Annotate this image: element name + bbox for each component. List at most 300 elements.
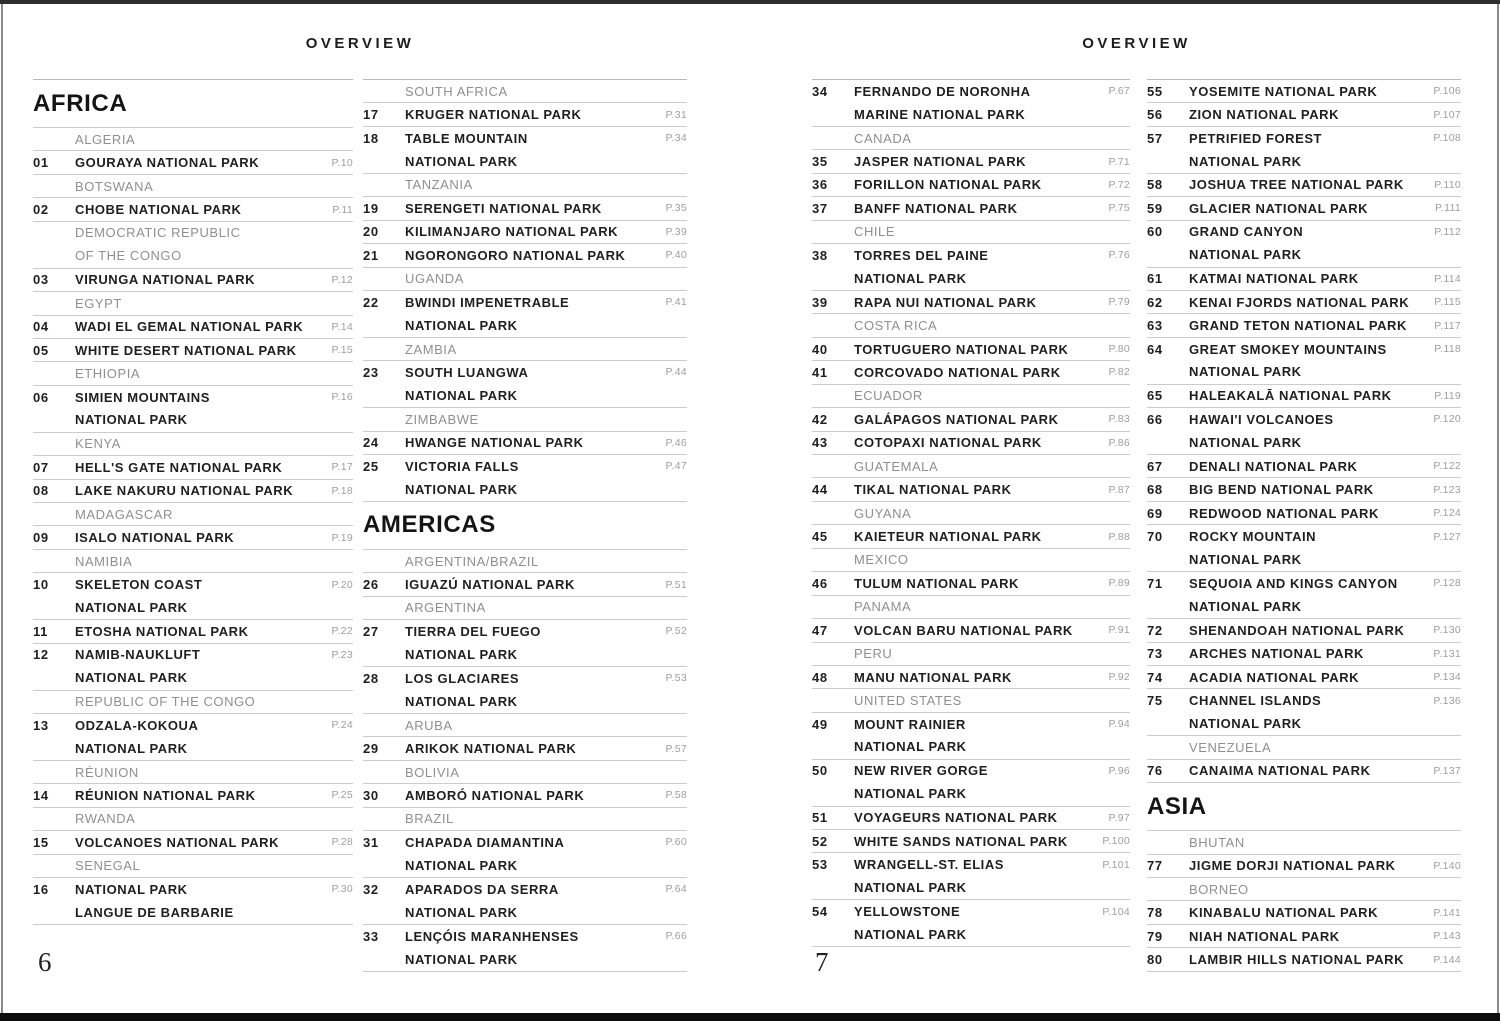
page-reference: P.11 (332, 203, 353, 216)
park-entry-row (33, 784, 353, 807)
country-name: RÉUNION (75, 764, 139, 780)
country-name: GUATEMALA (854, 458, 939, 474)
page-reference: P.80 (1108, 343, 1130, 356)
park-name-line2: NATIONAL PARK (405, 646, 518, 662)
page-reference: P.115 (1434, 296, 1461, 309)
park-number: 67 (1147, 458, 1163, 474)
park-entry-line (812, 619, 1130, 641)
park-entry-line (1147, 80, 1461, 102)
country-label-row (33, 855, 353, 878)
country-label-row (33, 175, 353, 198)
park-name-line2: NATIONAL PARK (1189, 434, 1302, 450)
park-entry-row (1147, 925, 1461, 948)
park-entry-row (33, 620, 353, 643)
park-entry-row (363, 197, 687, 220)
park-entry-row (1147, 291, 1461, 314)
park-number: 60 (1147, 224, 1163, 240)
park-entry-row (812, 525, 1130, 548)
park-name-line2: LANGUE DE BARBARIE (75, 904, 234, 920)
park-name: CHAPADA DIAMANTINA (405, 834, 565, 850)
park-name-line2: NATIONAL PARK (405, 857, 518, 873)
park-entry-line (363, 947, 687, 970)
country-label-line (812, 221, 1130, 243)
country-label-line (363, 80, 687, 102)
page-reference: P.137 (1433, 764, 1461, 777)
park-number: 18 (363, 130, 379, 146)
park-entry-row (33, 878, 353, 925)
country-label-row (33, 550, 353, 573)
country-label-row (812, 385, 1130, 408)
park-entry-row (812, 150, 1130, 173)
page-number-left: 6 (38, 947, 52, 977)
park-name: COTOPAXI NATIONAL PARK (854, 435, 1042, 451)
page-reference: P.34 (665, 132, 687, 145)
country-name: BORNEO (1189, 881, 1249, 897)
park-name: ROCKY MOUNTAIN (1189, 529, 1317, 545)
park-name-line2: NATIONAL PARK (854, 739, 967, 755)
park-number: 36 (812, 177, 828, 193)
park-name-line2: NATIONAL PARK (1189, 551, 1302, 567)
park-entry-row (812, 291, 1130, 314)
page-reference: P.83 (1108, 413, 1130, 426)
park-number: 01 (33, 155, 49, 171)
park-entry-line (33, 151, 353, 173)
country-name: BOLIVIA (405, 764, 460, 780)
page-reference: P.106 (1433, 85, 1461, 98)
park-entry-line (363, 361, 687, 383)
park-number: 09 (33, 530, 49, 546)
park-number: 52 (812, 833, 828, 849)
park-number: 49 (812, 716, 828, 732)
park-number: 42 (812, 411, 828, 427)
park-name: NAMIB-NAUKLUFT (75, 647, 201, 663)
park-entry-line (33, 198, 353, 220)
page-reference: P.114 (1434, 272, 1461, 285)
park-name-line2: NATIONAL PARK (1189, 598, 1302, 614)
park-name: NIAH NATIONAL PARK (1189, 928, 1340, 944)
park-entry-line (363, 221, 687, 243)
park-number: 17 (363, 107, 379, 123)
page-reference: P.23 (331, 648, 353, 661)
park-entry-row (1147, 855, 1461, 878)
park-entry-line (1147, 855, 1461, 877)
park-entry-line (812, 174, 1130, 196)
country-label-line (812, 689, 1130, 711)
park-number: 45 (812, 529, 828, 545)
park-number: 13 (33, 717, 49, 733)
park-number: 71 (1147, 575, 1163, 591)
park-entry-line (1147, 149, 1461, 172)
country-label-line (1147, 736, 1461, 758)
country-name: BHUTAN (1189, 834, 1245, 850)
park-number: 34 (812, 83, 828, 99)
country-name: KENYA (75, 436, 121, 452)
park-entry-row (33, 316, 353, 339)
park-entry-line (363, 925, 687, 947)
park-name: TIKAL NATIONAL PARK (854, 482, 1012, 498)
park-entry-line (812, 267, 1130, 290)
page-reference: P.91 (1108, 624, 1130, 637)
park-number: 51 (812, 810, 828, 826)
page-reference: P.128 (1433, 577, 1461, 590)
park-number: 24 (363, 435, 379, 451)
park-entry-row (812, 174, 1130, 197)
page-reference: P.127 (1433, 530, 1461, 543)
page-reference: P.143 (1433, 930, 1461, 943)
country-label-line (812, 549, 1130, 571)
park-entry-row (1147, 197, 1461, 220)
page-reference: P.72 (1108, 178, 1130, 191)
park-name-line2: NATIONAL PARK (75, 670, 188, 686)
park-number: 70 (1147, 529, 1163, 545)
country-name: CHILE (854, 224, 896, 240)
park-entry-line (1147, 314, 1461, 336)
park-name: SOUTH LUANGWA (405, 364, 529, 380)
park-entry-line (812, 900, 1130, 922)
park-entry-row (33, 714, 353, 761)
park-entry-row (1147, 80, 1461, 103)
park-number: 08 (33, 483, 49, 499)
country-name: RWANDA (75, 811, 136, 827)
scan-edge-bottom (0, 1013, 1500, 1021)
country-name: ECUADOR (854, 388, 923, 404)
page-reference: P.57 (665, 742, 687, 755)
park-entry-line (812, 338, 1130, 360)
park-name-line2: NATIONAL PARK (854, 926, 967, 942)
page-reference: P.86 (1108, 436, 1130, 449)
park-entry-line (1147, 197, 1461, 219)
section-heading: ASIA (1147, 792, 1207, 820)
country-label-line (33, 292, 353, 314)
page-reference: P.89 (1108, 577, 1130, 590)
page-reference: P.100 (1102, 835, 1130, 848)
park-name: VOLCAN BARU NATIONAL PARK (854, 622, 1073, 638)
park-name: ZION NATIONAL PARK (1189, 107, 1340, 123)
park-entry-row (363, 103, 687, 126)
page-reference: P.47 (665, 460, 687, 473)
country-name: ZAMBIA (405, 341, 457, 357)
park-entry-row (812, 853, 1130, 900)
park-name: HELL'S GATE NATIONAL PARK (75, 459, 283, 475)
page-reference: P.101 (1102, 858, 1130, 871)
park-number: 62 (1147, 294, 1163, 310)
park-entry-line (1147, 948, 1461, 970)
park-entry-row (363, 127, 687, 174)
page-reference: P.140 (1433, 859, 1461, 872)
park-name: ISALO NATIONAL PARK (75, 530, 235, 546)
park-name-line2: NATIONAL PARK (1189, 247, 1302, 263)
park-entry-row (812, 666, 1130, 689)
page-reference: P.52 (665, 625, 687, 638)
park-number: 29 (363, 741, 379, 757)
park-entry-row (1147, 455, 1461, 478)
page-reference: P.136 (1433, 694, 1461, 707)
park-name: SEQUOIA AND KINGS CANYON (1189, 575, 1398, 591)
park-name: NGORONGORO NATIONAL PARK (405, 247, 626, 263)
park-entry-line (1147, 127, 1461, 149)
page-reference: P.76 (1108, 249, 1130, 262)
park-name-line2: NATIONAL PARK (405, 693, 518, 709)
country-label-row (1147, 831, 1461, 854)
country-name: TANZANIA (405, 177, 473, 193)
park-entry-row (812, 338, 1130, 361)
park-number: 04 (33, 319, 49, 335)
park-name-line2: NATIONAL PARK (75, 412, 188, 428)
country-label-row (812, 643, 1130, 666)
park-entry-line (363, 477, 687, 500)
park-name: WADI EL GEMAL NATIONAL PARK (75, 319, 304, 335)
park-name-line2: NATIONAL PARK (854, 270, 967, 286)
park-number: 05 (33, 342, 49, 358)
park-number: 74 (1147, 669, 1163, 685)
page-reference: P.122 (1433, 460, 1461, 473)
park-entry-line (812, 291, 1130, 313)
park-entry-row (363, 667, 687, 714)
park-name: CHANNEL ISLANDS (1189, 693, 1322, 709)
park-entry-line (363, 737, 687, 759)
park-number: 41 (812, 364, 828, 380)
page-reference: P.111 (1434, 202, 1461, 215)
park-name: SIMIEN MOUNTAINS (75, 389, 210, 405)
country-label-line (1147, 878, 1461, 900)
park-entry-row (363, 831, 687, 878)
park-number: 35 (812, 154, 828, 170)
park-entry-line (363, 878, 687, 900)
park-name: TULUM NATIONAL PARK (854, 575, 1019, 591)
park-entry-line (812, 782, 1130, 805)
page-reference: P.94 (1108, 718, 1130, 731)
page-reference: P.97 (1108, 811, 1130, 824)
page-reference: P.104 (1102, 905, 1130, 918)
park-entry-line (363, 455, 687, 477)
park-name: WRANGELL-ST. ELIAS (854, 857, 1005, 873)
toc-column-4 (1147, 79, 1461, 972)
park-entry-line (363, 643, 687, 666)
country-label-row (363, 174, 687, 197)
park-name: MOUNT RAINIER (854, 716, 966, 732)
park-number: 43 (812, 435, 828, 451)
park-name: LAKE NAKURU NATIONAL PARK (75, 483, 294, 499)
country-name: ALGERIA (75, 131, 136, 147)
park-number: 27 (363, 623, 379, 639)
park-name: MANU NATIONAL PARK (854, 669, 1012, 685)
page-reference: P.88 (1108, 530, 1130, 543)
park-name: WHITE DESERT NATIONAL PARK (75, 342, 297, 358)
park-entry-row (33, 151, 353, 174)
park-entry-row (33, 644, 353, 691)
park-entry-row (363, 361, 687, 408)
park-entry-line (363, 690, 687, 713)
country-name: CANADA (854, 130, 912, 146)
park-entry-row (1147, 666, 1461, 689)
park-entry-line (33, 408, 353, 431)
park-name: GREAT SMOKEY MOUNTAINS (1189, 341, 1387, 357)
page-reference: P.25 (331, 789, 353, 802)
park-entry-line (812, 408, 1130, 430)
country-name: ETHIOPIA (75, 366, 141, 382)
country-label-line (363, 808, 687, 830)
park-number: 69 (1147, 505, 1163, 521)
park-number: 03 (33, 272, 49, 288)
park-name: CHOBE NATIONAL PARK (75, 202, 242, 218)
park-name: RAPA NUI NATIONAL PARK (854, 294, 1037, 310)
park-entry-line (1147, 338, 1461, 360)
park-entry-row (1147, 948, 1461, 971)
page-reference: P.119 (1434, 389, 1461, 402)
park-number: 33 (363, 928, 379, 944)
park-number: 12 (33, 647, 49, 663)
park-number: 44 (812, 482, 828, 498)
country-label-row (33, 128, 353, 151)
page-reference: P.28 (331, 836, 353, 849)
park-name-line2: NATIONAL PARK (405, 317, 518, 333)
country-label-line (33, 550, 353, 572)
page-reference: P.51 (665, 578, 687, 591)
page-reference: P.24 (331, 719, 353, 732)
park-name: AMBORÓ NATIONAL PARK (405, 787, 585, 803)
park-name: VIRUNGA NATIONAL PARK (75, 272, 256, 288)
country-name: MEXICO (854, 552, 909, 568)
park-entry-line (1147, 268, 1461, 290)
park-entry-line (33, 386, 353, 408)
park-entry-line (33, 666, 353, 689)
park-entry-row (812, 572, 1130, 595)
park-entry-row (812, 244, 1130, 291)
country-label-row (812, 455, 1130, 478)
country-label-line (363, 174, 687, 196)
park-number: 61 (1147, 271, 1163, 287)
country-name: UGANDA (405, 271, 464, 287)
park-entry-line (812, 572, 1130, 594)
park-entry-line (1147, 925, 1461, 947)
park-number: 10 (33, 577, 49, 593)
park-entry-row (812, 807, 1130, 830)
park-name-line2: NATIONAL PARK (1189, 716, 1302, 732)
toc-column-1 (33, 79, 353, 925)
park-name-line2: NATIONAL PARK (75, 599, 188, 615)
park-name: IGUAZÚ NATIONAL PARK (405, 577, 575, 593)
park-entry-row (1147, 385, 1461, 408)
park-entry-line (812, 807, 1130, 829)
country-label-row (812, 596, 1130, 619)
scan-edge-left (1, 4, 3, 1013)
park-number: 55 (1147, 83, 1163, 99)
park-number: 76 (1147, 763, 1163, 779)
country-label-row (33, 433, 353, 456)
page-reference: P.87 (1108, 483, 1130, 496)
country-name: ARUBA (405, 717, 453, 733)
page-reference: P.41 (665, 296, 687, 309)
park-number: 75 (1147, 693, 1163, 709)
park-number: 68 (1147, 482, 1163, 498)
park-entry-line (363, 900, 687, 923)
country-name: ZIMBABWE (405, 411, 479, 427)
park-entry-line (1147, 666, 1461, 688)
park-number: 47 (812, 622, 828, 638)
park-number: 40 (812, 341, 828, 357)
park-number: 48 (812, 669, 828, 685)
page-number-right: 7 (815, 947, 829, 977)
park-entry-row (363, 737, 687, 760)
country-label-row (33, 691, 353, 714)
country-label-line (33, 175, 353, 197)
page-reference: P.67 (1108, 85, 1130, 98)
page-reference: P.14 (331, 320, 353, 333)
park-entry-row (1147, 408, 1461, 455)
park-entry-line (363, 784, 687, 806)
park-number: 65 (1147, 388, 1163, 404)
park-name: CANAIMA NATIONAL PARK (1189, 763, 1371, 779)
toc-column-2 (363, 79, 687, 972)
park-name: NEW RIVER GORGE (854, 763, 988, 779)
park-entry-line (1147, 760, 1461, 782)
country-label-line (812, 385, 1130, 407)
park-entry-row (363, 573, 687, 596)
park-entry-line (1147, 291, 1461, 313)
country-name: SENEGAL (75, 858, 141, 874)
park-name: VOLCANOES NATIONAL PARK (75, 834, 280, 850)
scan-edge-top (0, 0, 1500, 4)
country-label-row (363, 550, 687, 573)
park-name: ETOSHA NATIONAL PARK (75, 623, 249, 639)
section-heading: AMERICAS (363, 511, 496, 539)
park-entry-line (1147, 502, 1461, 524)
park-entry-line (1147, 478, 1461, 500)
park-entry-line (33, 784, 353, 806)
park-entry-line (363, 620, 687, 642)
park-entry-line (363, 667, 687, 689)
country-name: PERU (854, 646, 893, 662)
park-number: 23 (363, 364, 379, 380)
park-entry-line (33, 831, 353, 853)
park-entry-line (363, 127, 687, 149)
park-name: TIERRA DEL FUEGO (405, 623, 541, 639)
country-name: ARGENTINA/BRAZIL (405, 553, 539, 569)
park-number: 14 (33, 787, 49, 803)
park-entry-line (1147, 385, 1461, 407)
park-number: 07 (33, 459, 49, 475)
park-entry-row (1147, 338, 1461, 385)
country-label-row (812, 127, 1130, 150)
country-label-line (33, 244, 353, 267)
park-name: KINABALU NATIONAL PARK (1189, 905, 1379, 921)
country-label-line (363, 550, 687, 572)
park-name: GRAND TETON NATIONAL PARK (1189, 318, 1407, 334)
running-head-right: OVERVIEW (1082, 35, 1191, 52)
park-name: BIG BEND NATIONAL PARK (1189, 482, 1374, 498)
park-name: BANFF NATIONAL PARK (854, 200, 1018, 216)
park-entry-line (33, 714, 353, 736)
page-reference: P.108 (1433, 132, 1461, 145)
page-reference: P.92 (1108, 671, 1130, 684)
park-number: 20 (363, 224, 379, 240)
park-name: SKELETON COAST (75, 577, 203, 593)
country-label-line (812, 455, 1130, 477)
park-number: 02 (33, 202, 49, 218)
park-name: REDWOOD NATIONAL PARK (1189, 505, 1379, 521)
park-entry-line (1147, 595, 1461, 618)
park-number: 30 (363, 787, 379, 803)
park-name-line2: NATIONAL PARK (1189, 364, 1302, 380)
page-reference: P.141 (1433, 906, 1461, 919)
park-entry-row (33, 480, 353, 503)
page-reference: P.35 (665, 202, 687, 215)
park-entry-row (363, 878, 687, 925)
park-entry-line (812, 760, 1130, 782)
park-name: TORTUGUERO NATIONAL PARK (854, 341, 1069, 357)
park-entry-row (1147, 901, 1461, 924)
page-reference: P.39 (665, 225, 687, 238)
